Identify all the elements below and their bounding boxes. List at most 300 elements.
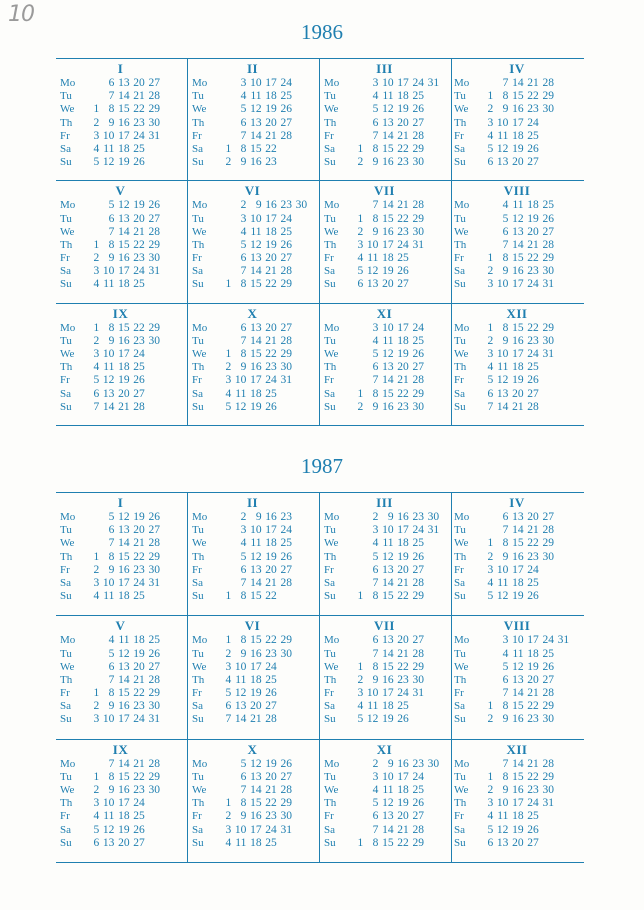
date-cell: 17 bbox=[265, 212, 277, 225]
date-cell: 25 bbox=[133, 278, 145, 291]
date-cell: 27 bbox=[280, 563, 292, 576]
date-cell: 24 bbox=[412, 524, 424, 537]
date-cell: 13 bbox=[234, 700, 247, 713]
date-cell: 27 bbox=[148, 212, 160, 225]
weekday-label: Tu bbox=[60, 334, 72, 347]
weekday-label: Su bbox=[454, 400, 466, 413]
weekday-label: Th bbox=[324, 673, 337, 686]
date-cell: 12 bbox=[366, 713, 379, 726]
date-cell bbox=[348, 537, 363, 550]
date-cell bbox=[424, 577, 439, 590]
date-cell: 29 bbox=[542, 321, 554, 334]
date-cell bbox=[277, 590, 292, 603]
date-cell: 23 bbox=[133, 334, 145, 347]
date-cell: 12 bbox=[250, 757, 262, 770]
date-cell: 8 bbox=[108, 238, 115, 251]
date-cell: 29 bbox=[280, 348, 292, 361]
date-cell bbox=[554, 700, 569, 713]
date-cell: 10 bbox=[366, 687, 379, 700]
date-cell bbox=[348, 771, 363, 784]
date-cell: 24 bbox=[133, 713, 145, 726]
month-block bbox=[320, 740, 452, 863]
date-cell: 14 bbox=[250, 334, 262, 347]
date-cell: 23 bbox=[527, 550, 539, 563]
date-cell bbox=[348, 322, 363, 335]
date-cell: 8 bbox=[502, 90, 509, 103]
date-cell: 13 bbox=[118, 212, 130, 225]
date-cell: 30 bbox=[542, 713, 554, 726]
date-cell: 4 bbox=[372, 90, 379, 103]
date-cell: 16 bbox=[118, 334, 130, 347]
date-cell: 31 bbox=[427, 524, 440, 537]
weekday-label: Tu bbox=[60, 524, 72, 537]
date-cell: 26 bbox=[265, 400, 277, 413]
date-cell: 2 bbox=[372, 511, 379, 523]
date-cell: 9 bbox=[372, 225, 379, 238]
date-cell: 3 bbox=[487, 563, 494, 576]
month-name: VI bbox=[244, 183, 261, 199]
weekday-label: We bbox=[192, 225, 207, 238]
week-row bbox=[320, 674, 449, 687]
date-cell: 16 bbox=[382, 225, 394, 238]
week-row bbox=[320, 634, 449, 647]
date-cell bbox=[216, 551, 231, 564]
date-cell: 4 bbox=[93, 142, 100, 155]
date-cell: 27 bbox=[542, 225, 554, 238]
date-cell bbox=[84, 661, 99, 674]
date-cell: 28 bbox=[148, 90, 160, 103]
date-cell bbox=[145, 837, 160, 850]
weekday-label: Fr bbox=[454, 129, 464, 142]
date-cell: 25 bbox=[280, 537, 292, 550]
date-cell: 5 bbox=[108, 199, 115, 212]
date-cell: 20 bbox=[527, 673, 539, 686]
date-cell: 20 bbox=[512, 387, 524, 400]
date-cell: 18 bbox=[265, 90, 277, 103]
week-row bbox=[188, 797, 317, 810]
date-cell bbox=[424, 156, 439, 169]
date-cell: 20 bbox=[512, 156, 524, 169]
week-row bbox=[188, 648, 317, 661]
weekday-label: Sa bbox=[324, 576, 335, 589]
weekday-label: Th bbox=[60, 550, 73, 563]
date-cell bbox=[277, 700, 292, 713]
date-cell: 9 bbox=[255, 511, 262, 523]
date-cell: 31 bbox=[542, 348, 554, 361]
week-row bbox=[56, 322, 185, 335]
week-row bbox=[56, 824, 185, 837]
date-cell: 18 bbox=[118, 590, 130, 603]
date-cell: 30 bbox=[280, 810, 292, 823]
month-name: X bbox=[247, 305, 258, 321]
weekday-label: Su bbox=[324, 400, 336, 413]
weekday-label: Mo bbox=[192, 634, 208, 647]
date-cell: 7 bbox=[108, 90, 115, 103]
date-cell: 1 bbox=[487, 770, 494, 783]
weekday-label: Mo bbox=[60, 77, 76, 89]
date-cell: 10 bbox=[512, 634, 524, 647]
week-row bbox=[56, 374, 185, 387]
week-row bbox=[320, 335, 449, 348]
week-row bbox=[56, 130, 185, 143]
date-cell: 19 bbox=[118, 374, 130, 387]
weekday-label: We bbox=[192, 660, 207, 673]
weekday-label: We bbox=[60, 225, 75, 238]
date-cell: 23 bbox=[527, 784, 539, 797]
date-cell: 14 bbox=[118, 673, 130, 686]
date-cell: 2 bbox=[225, 647, 232, 660]
date-cell: 7 bbox=[225, 713, 232, 726]
month-block bbox=[452, 304, 584, 426]
date-cell: 12 bbox=[118, 647, 130, 660]
week-row bbox=[452, 77, 582, 90]
date-cell: 1 bbox=[357, 660, 364, 673]
date-cell: 19 bbox=[382, 713, 394, 726]
date-cell: 6 bbox=[357, 278, 364, 291]
date-cell: 13 bbox=[250, 116, 262, 129]
date-cell: 16 bbox=[397, 511, 409, 523]
date-cell bbox=[409, 265, 424, 278]
date-cell: 28 bbox=[280, 129, 292, 142]
week-row bbox=[56, 713, 185, 726]
week-row bbox=[56, 77, 185, 90]
date-cell: 11 bbox=[103, 590, 115, 603]
weekday-label: Su bbox=[324, 836, 336, 849]
date-cell: 15 bbox=[118, 770, 130, 783]
date-cell: 20 bbox=[265, 770, 277, 783]
weekday-label: We bbox=[454, 660, 469, 673]
date-cell: 14 bbox=[382, 576, 394, 589]
date-cell: 16 bbox=[118, 784, 130, 797]
weekday-label: Tu bbox=[192, 334, 204, 347]
date-cell: 28 bbox=[412, 129, 424, 142]
date-cell: 22 bbox=[133, 770, 145, 783]
weekday-label: Sa bbox=[324, 387, 335, 400]
date-cell: 6 bbox=[108, 212, 115, 225]
date-cell: 26 bbox=[527, 374, 539, 387]
date-cell: 15 bbox=[382, 590, 394, 603]
weekday-label: Sa bbox=[454, 265, 465, 278]
date-cell: 3 bbox=[225, 823, 232, 836]
date-cell: 8 bbox=[372, 660, 379, 673]
date-cell: 5 bbox=[108, 511, 115, 523]
week-row bbox=[56, 156, 185, 169]
weekday-label: Th bbox=[60, 797, 73, 810]
week-row bbox=[56, 687, 185, 700]
week-row bbox=[320, 577, 449, 590]
date-cell: 23 bbox=[412, 757, 424, 770]
date-cell: 28 bbox=[527, 400, 539, 413]
week-row bbox=[452, 322, 582, 335]
weekday-label: Th bbox=[324, 550, 337, 563]
week-row bbox=[452, 388, 582, 401]
date-cell: 7 bbox=[240, 334, 247, 347]
date-cell bbox=[424, 117, 439, 130]
date-cell: 8 bbox=[240, 634, 247, 647]
weekday-label: We bbox=[454, 348, 469, 361]
weekday-label: Sa bbox=[454, 823, 465, 836]
week-row bbox=[188, 239, 317, 252]
date-cell bbox=[409, 700, 424, 713]
week-row bbox=[188, 361, 317, 374]
date-cell: 7 bbox=[502, 238, 509, 251]
weekday-label: Tu bbox=[454, 524, 466, 537]
year-title-1: 1987 bbox=[301, 454, 343, 478]
date-cell: 18 bbox=[118, 361, 130, 374]
date-cell bbox=[216, 226, 231, 239]
weekday-label: Sa bbox=[192, 142, 203, 155]
weekday-label: Fr bbox=[60, 374, 70, 387]
date-cell bbox=[409, 252, 424, 265]
date-cell: 11 bbox=[512, 647, 524, 660]
weekday-label: Tu bbox=[192, 524, 204, 537]
date-cell: 15 bbox=[512, 252, 524, 265]
date-cell: 30 bbox=[542, 103, 554, 116]
date-cell: 22 bbox=[133, 238, 145, 251]
date-cell: 1 bbox=[225, 590, 232, 603]
weekday-label: Th bbox=[60, 361, 73, 374]
date-cell: 21 bbox=[265, 334, 277, 347]
date-cell: 30 bbox=[148, 700, 160, 713]
date-cell: 9 bbox=[240, 810, 247, 823]
date-cell: 12 bbox=[512, 212, 524, 225]
date-cell: 5 bbox=[372, 797, 379, 810]
date-cell bbox=[145, 388, 160, 401]
date-cell bbox=[348, 130, 363, 143]
date-cell: 26 bbox=[412, 797, 424, 810]
date-cell: 13 bbox=[496, 387, 509, 400]
date-cell: 14 bbox=[512, 524, 524, 537]
date-cell: 24 bbox=[133, 576, 145, 589]
date-cell: 11 bbox=[512, 199, 524, 212]
date-cell: 4 bbox=[240, 90, 247, 103]
date-cell: 20 bbox=[265, 116, 277, 129]
date-cell: 3 bbox=[372, 770, 379, 783]
date-cell bbox=[478, 674, 493, 687]
week-row bbox=[56, 551, 185, 564]
date-cell: 5 bbox=[357, 713, 364, 726]
date-cell: 22 bbox=[133, 550, 145, 563]
date-cell: 3 bbox=[372, 77, 379, 89]
date-cell: 26 bbox=[412, 103, 424, 116]
date-cell: 9 bbox=[502, 265, 509, 278]
date-cell: 5 bbox=[502, 212, 509, 225]
date-cell: 28 bbox=[280, 576, 292, 589]
date-cell: 28 bbox=[280, 265, 292, 278]
weekday-label: Th bbox=[192, 550, 205, 563]
date-cell: 12 bbox=[102, 374, 115, 387]
date-cell: 21 bbox=[527, 757, 539, 770]
month-block bbox=[452, 59, 584, 181]
date-cell: 24 bbox=[133, 265, 145, 278]
weekday-label: Su bbox=[454, 590, 466, 603]
date-cell bbox=[84, 90, 99, 103]
week-row bbox=[320, 648, 449, 661]
date-cell: 28 bbox=[412, 647, 424, 660]
weekday-label: Mo bbox=[192, 511, 208, 523]
date-cell: 27 bbox=[542, 511, 554, 523]
date-cell: 20 bbox=[397, 563, 409, 576]
date-cell: 17 bbox=[397, 321, 409, 334]
date-cell: 30 bbox=[412, 156, 424, 169]
date-cell: 21 bbox=[512, 400, 524, 413]
week-row bbox=[188, 252, 317, 265]
weekday-label: Su bbox=[324, 713, 336, 726]
date-cell: 17 bbox=[250, 823, 262, 836]
date-cell: 11 bbox=[118, 634, 130, 647]
week-row bbox=[56, 226, 185, 239]
date-cell: 2 bbox=[357, 400, 364, 413]
date-cell: 17 bbox=[265, 524, 277, 537]
date-cell: 13 bbox=[250, 770, 262, 783]
date-cell: 16 bbox=[265, 199, 277, 212]
date-cell: 7 bbox=[108, 537, 115, 550]
date-cell bbox=[216, 239, 231, 252]
date-cell: 30 bbox=[280, 647, 292, 660]
week-row bbox=[320, 143, 449, 156]
date-cell: 25 bbox=[542, 199, 554, 212]
date-cell: 16 bbox=[397, 757, 409, 770]
date-cell: 5 bbox=[487, 590, 494, 603]
date-cell bbox=[216, 103, 231, 116]
week-row bbox=[452, 213, 582, 226]
date-cell bbox=[84, 648, 99, 661]
date-cell: 30 bbox=[412, 225, 424, 238]
date-cell: 24 bbox=[280, 212, 292, 225]
date-cell bbox=[478, 687, 493, 700]
date-cell: 27 bbox=[280, 321, 292, 334]
date-cell: 19 bbox=[512, 590, 524, 603]
date-cell: 19 bbox=[133, 511, 145, 523]
week-row bbox=[452, 524, 582, 537]
week-row bbox=[452, 199, 582, 212]
date-cell: 9 bbox=[255, 199, 262, 212]
date-cell: 12 bbox=[382, 797, 394, 810]
date-cell: 15 bbox=[118, 321, 130, 334]
date-cell: 15 bbox=[512, 321, 524, 334]
weekday-label: We bbox=[454, 225, 469, 238]
week-row bbox=[188, 758, 317, 771]
date-cell: 22 bbox=[527, 770, 539, 783]
weekday-label: Su bbox=[60, 590, 72, 603]
week-row bbox=[56, 634, 185, 647]
date-cell: 17 bbox=[397, 77, 409, 89]
date-cell: 4 bbox=[240, 225, 247, 238]
date-cell: 6 bbox=[487, 387, 494, 400]
weekday-label: Sa bbox=[60, 142, 71, 155]
week-row bbox=[188, 713, 317, 726]
date-cell: 18 bbox=[382, 700, 394, 713]
week-row bbox=[452, 551, 582, 564]
weekday-label: Mo bbox=[60, 321, 76, 334]
date-cell bbox=[84, 674, 99, 687]
date-cell bbox=[277, 687, 292, 700]
date-cell: 2 bbox=[93, 334, 100, 347]
week-row bbox=[452, 401, 582, 414]
week-row bbox=[56, 199, 185, 212]
week-row bbox=[320, 837, 449, 850]
date-cell: 26 bbox=[280, 550, 292, 563]
week-row bbox=[320, 810, 449, 823]
date-cell: 17 bbox=[118, 348, 130, 361]
date-cell: 19 bbox=[397, 550, 409, 563]
date-cell: 12 bbox=[382, 103, 394, 116]
date-cell bbox=[409, 713, 424, 726]
date-cell bbox=[348, 335, 363, 348]
date-cell: 17 bbox=[382, 238, 394, 251]
week-row bbox=[452, 117, 582, 130]
date-cell bbox=[145, 590, 160, 603]
date-cell bbox=[216, 758, 231, 771]
date-cell: 11 bbox=[497, 361, 509, 374]
date-cell: 20 bbox=[133, 212, 145, 225]
date-cell: 9 bbox=[502, 550, 509, 563]
date-cell: 6 bbox=[93, 387, 100, 400]
week-row bbox=[188, 143, 317, 156]
date-cell: 27 bbox=[280, 116, 292, 129]
date-cell: 28 bbox=[542, 687, 554, 700]
date-cell: 6 bbox=[240, 770, 247, 783]
date-cell: 6 bbox=[372, 634, 379, 647]
date-cell: 9 bbox=[387, 757, 394, 770]
date-cell: 30 bbox=[412, 673, 424, 686]
date-cell: 23 bbox=[397, 225, 409, 238]
date-cell: 17 bbox=[512, 116, 524, 129]
date-cell: 2 bbox=[357, 225, 364, 238]
month-name: XI bbox=[376, 741, 393, 757]
month-name: X bbox=[247, 741, 258, 757]
date-cell: 27 bbox=[412, 563, 424, 576]
date-cell bbox=[424, 537, 439, 550]
date-cell: 27 bbox=[412, 116, 424, 129]
month-block bbox=[188, 59, 320, 181]
date-cell: 11 bbox=[497, 576, 509, 589]
month-name: VI bbox=[244, 618, 261, 634]
date-cell: 24 bbox=[527, 116, 539, 129]
date-cell bbox=[424, 130, 439, 143]
date-cell: 6 bbox=[240, 563, 247, 576]
date-cell: 15 bbox=[512, 770, 524, 783]
weekday-label: Sa bbox=[192, 576, 203, 589]
weekday-label: We bbox=[60, 660, 75, 673]
date-cell: 22 bbox=[527, 321, 539, 334]
date-cell: 17 bbox=[265, 77, 277, 89]
date-cell bbox=[348, 797, 363, 810]
date-cell: 7 bbox=[487, 400, 494, 413]
weekday-label: Sa bbox=[60, 265, 71, 278]
date-cell bbox=[539, 361, 554, 374]
weekday-label: Mo bbox=[454, 634, 470, 647]
date-cell: 3 bbox=[372, 321, 379, 334]
date-cell: 13 bbox=[250, 321, 262, 334]
date-cell: 29 bbox=[412, 212, 424, 225]
date-cell: 8 bbox=[108, 687, 115, 700]
date-cell: 10 bbox=[496, 116, 509, 129]
date-cell: 10 bbox=[250, 77, 262, 89]
date-cell: 25 bbox=[527, 129, 539, 142]
week-row bbox=[452, 537, 582, 550]
week-row bbox=[56, 590, 185, 603]
week-row bbox=[452, 824, 582, 837]
date-cell: 21 bbox=[397, 576, 409, 589]
date-cell: 2 bbox=[487, 550, 494, 563]
date-cell: 30 bbox=[542, 265, 554, 278]
date-cell: 3 bbox=[93, 713, 100, 726]
date-cell: 27 bbox=[527, 156, 539, 169]
week-row bbox=[452, 265, 582, 278]
date-cell: 10 bbox=[496, 563, 509, 576]
date-cell: 11 bbox=[250, 537, 262, 550]
